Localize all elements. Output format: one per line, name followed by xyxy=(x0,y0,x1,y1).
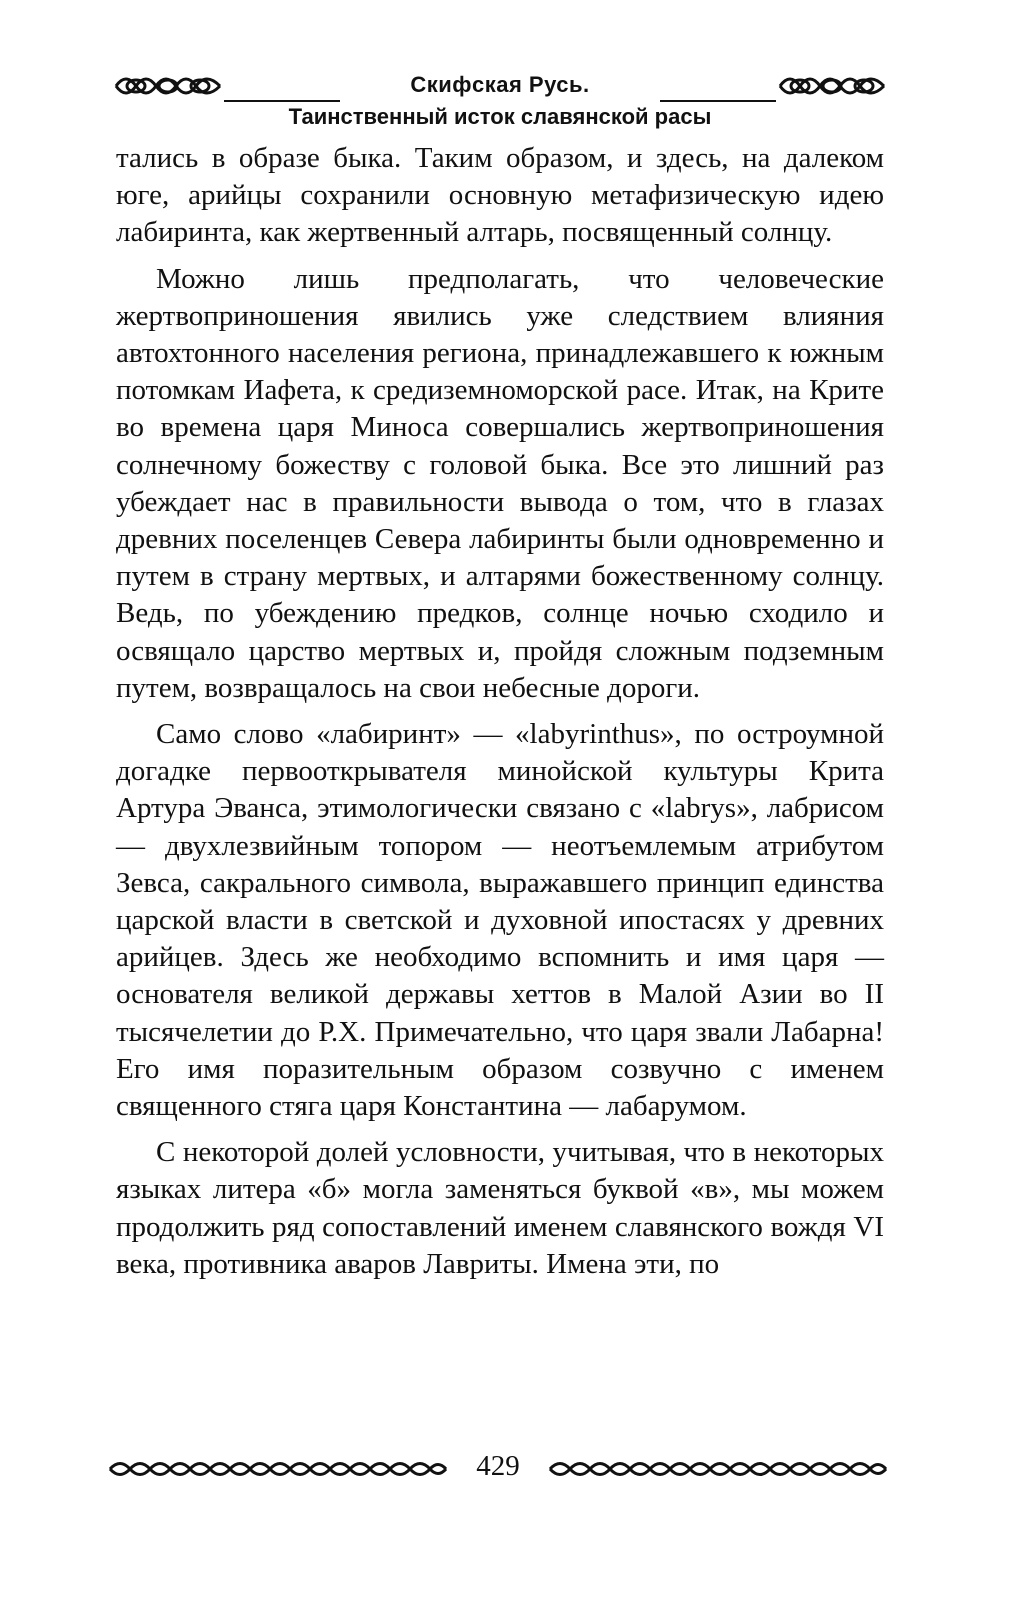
paragraph: Само слово «лабиринт» — «labyrinthus», по остроумной догадке первооткрывателя минойской культуры Крита Артура Эванса, этимологически связано с «labrys», лабрисом — двухлезвийным топором — неотъемлемым атрибутом Зевса, сакрального символа, выражавшего принцип единства царской власти в светской и духовной ипостасях у древних арийцев. Здесь же необходимо вспомнить и имя царя — основателя великой державы хеттов в Малой Азии во II тысячелетии до Р.Х. Примечательно, что царя звали Лабарна! Его имя поразительным образом созвучно с именем священного стяга царя Константина — лабарумом. xyxy=(116,718,884,1123)
paragraph: Можно лишь предполагать, что человеческие жертвоприношения явились уже следствием влияния автохтонного населения региона, принадлежавшего к южным потомкам Иафета, к средиземноморской расе. Итак, на Крите во времена царя Миноса совершались жертвоприношения солнечному божеству с головой быка. Все это лишний раз убеждает нас в правильности вывода о том, что в глазах древних поселенцев Севера лабиринты были одновременно и путем в страну мертвых, и алтарями божественному солнцу. Ведь, по убеждению предков, солнце ночью сходило и освящало царство мертвых и, пройдя сложным подземным путем, возвращалось на свои небесные дороги. xyxy=(116,262,884,704)
knotwork-band-icon xyxy=(548,1456,888,1482)
paragraph: С некоторой долей условности, учитывая, что в некоторых языках литера «б» могла заменяться буквой «в», мы можем продолжить ряд сопоставлений именем славянского вождя VI века, противника аваров Лавриты. Имена эти, по xyxy=(116,1136,884,1280)
header-subtitle: Таинственный исток славянской расы xyxy=(288,104,712,129)
knotwork-ornament-icon xyxy=(776,68,888,104)
header-rule xyxy=(224,100,340,102)
page-number: 429 xyxy=(476,1450,520,1482)
running-header xyxy=(112,60,888,130)
page-footer xyxy=(108,1448,888,1488)
page-body xyxy=(116,140,884,1292)
header-title: Скифская Русь. xyxy=(410,72,590,97)
header-rule xyxy=(660,100,776,102)
paragraph: тались в образе быка. Таким образом, и здесь, на далеком юге, арийцы сохранили основную метафизическую идею лабиринта, как жертвенный алтарь, посвященный солнцу. xyxy=(116,142,884,249)
